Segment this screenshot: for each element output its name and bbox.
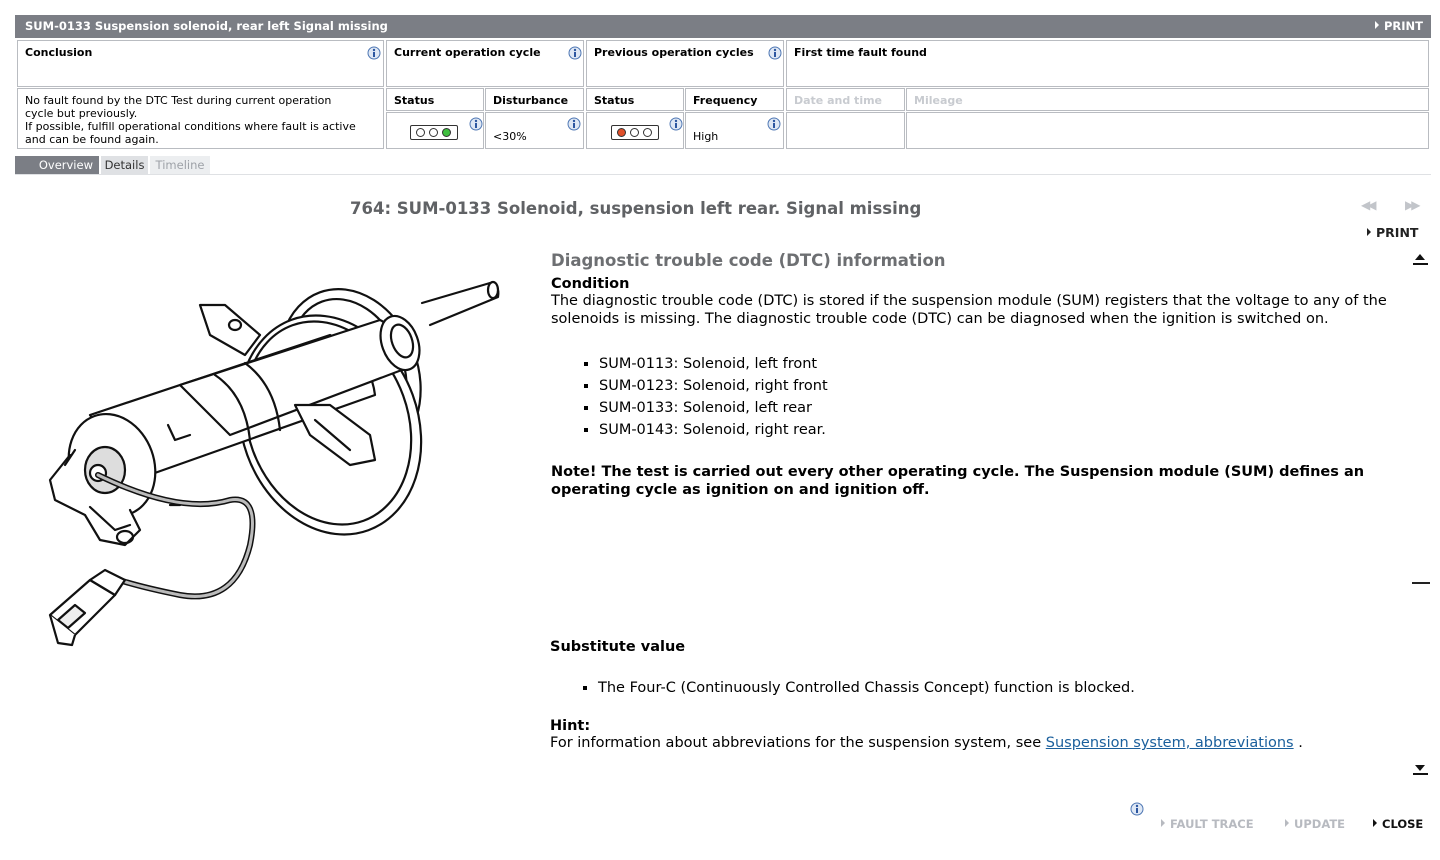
solenoid-list <box>551 353 1391 441</box>
mileage-header <box>906 88 1429 111</box>
abbreviations-link[interactable]: Suspension system, abbreviations <box>1045 735 1294 751</box>
info-icon[interactable] <box>567 117 581 131</box>
status-label: Status <box>394 94 435 107</box>
conclusion-line: and can be found again. <box>25 133 159 146</box>
info-icon[interactable] <box>669 117 683 131</box>
note-text: Note! The test is carried out every other operating cycle. The Suspension module (SUM) defines an operating cycle as ignition on and ignition off. <box>551 464 1365 498</box>
frequency-label: Frequency <box>693 94 758 107</box>
date-time-header <box>786 88 905 111</box>
first-fault-cell <box>786 40 1429 87</box>
conclusion-text <box>25 94 356 146</box>
dtc-content <box>551 251 1391 752</box>
conclusion-cell <box>17 40 384 87</box>
substitute-heading: Substitute value <box>550 639 686 655</box>
update-button[interactable] <box>1285 817 1345 831</box>
section-title: Diagnostic trouble code (DTC) information <box>551 251 946 270</box>
print-label: PRINT <box>1376 225 1419 240</box>
list-item: ▪ The Four-C (Continuously Controlled Chassis Concept) function is blocked. <box>598 677 1391 699</box>
condition-text: The diagnostic trouble code (DTC) is stored if the suspension module (SUM) registers that the voltage to any of the solenoids is missing. The diagnostic trouble code (DTC) can be diagnosed when the ignition is switched on. <box>551 293 1387 327</box>
info-icon[interactable] <box>469 117 483 131</box>
previous-status-cell <box>586 112 684 149</box>
current-status-indicator <box>410 125 458 140</box>
print-label: PRINT <box>1383 19 1423 33</box>
disturbance-value: <30% <box>493 130 527 143</box>
scroll-position-marker[interactable] <box>1412 582 1430 584</box>
arrow-icon <box>1285 819 1289 827</box>
tab-overview[interactable]: Overview <box>15 156 99 174</box>
disturbance-header <box>485 88 584 111</box>
date-time-label: Date and time <box>794 94 883 107</box>
current-cycle-cell <box>386 40 584 87</box>
info-icon[interactable] <box>367 46 381 60</box>
current-status-header <box>386 88 484 111</box>
scroll-down-icon[interactable] <box>1412 763 1428 777</box>
list-item: ▪ SUM-0113: Solenoid, left front <box>599 353 1391 375</box>
arrow-icon <box>1161 819 1165 827</box>
status-light <box>643 128 652 137</box>
conclusion-line: If possible, fulfill operational conditions where fault is active <box>25 120 356 133</box>
status-label: Status <box>594 94 635 107</box>
next-document-icon[interactable]: ▶▶ <box>1405 198 1418 212</box>
status-light <box>429 128 438 137</box>
condition-heading: Condition <box>551 276 630 292</box>
disturbance-cell <box>485 112 584 149</box>
info-icon[interactable] <box>768 46 782 60</box>
previous-cycles-cell <box>586 40 784 87</box>
status-light <box>442 128 451 137</box>
arrow-icon <box>1373 819 1377 827</box>
hint-heading: Hint: <box>550 718 591 734</box>
scroll-up-icon[interactable] <box>1412 252 1428 266</box>
list-item: ▪ SUM-0123: Solenoid, right front <box>599 375 1391 397</box>
previous-status-header <box>586 88 684 111</box>
close-label: CLOSE <box>1382 817 1424 831</box>
frequency-value: High <box>693 130 719 143</box>
previous-cycles-label: Previous operation cycles <box>594 46 754 59</box>
disturbance-label: Disturbance <box>493 94 569 107</box>
previous-document-icon[interactable]: ◀◀ <box>1361 198 1374 212</box>
dtc-title: SUM-0133 Suspension solenoid, rear left Signal missing <box>25 19 388 33</box>
update-label: UPDATE <box>1294 817 1346 831</box>
info-icon[interactable] <box>568 46 582 60</box>
status-light <box>617 128 626 137</box>
frequency-header <box>685 88 784 111</box>
hint-text <box>550 734 1391 752</box>
info-icon[interactable] <box>1130 802 1144 816</box>
dtc-title-bar <box>15 15 1431 38</box>
date-time-cell <box>786 112 905 149</box>
print-arrow-icon <box>1375 21 1379 29</box>
list-item: ▪ SUM-0143: Solenoid, right rear. <box>599 419 1391 441</box>
mileage-cell <box>906 112 1429 149</box>
status-light <box>416 128 425 137</box>
current-status-cell <box>386 112 484 149</box>
print-button-header[interactable] <box>1375 15 1423 38</box>
close-button[interactable] <box>1373 817 1423 831</box>
hint-end: . <box>1298 735 1303 751</box>
current-cycle-label: Current operation cycle <box>394 46 541 59</box>
suspension-solenoid-illustration <box>30 275 510 655</box>
frequency-cell <box>685 112 784 149</box>
print-arrow-icon <box>1367 228 1371 236</box>
fault-trace-button[interactable] <box>1161 817 1254 831</box>
fault-trace-label: FAULT TRACE <box>1170 817 1254 831</box>
conclusion-label: Conclusion <box>25 46 93 59</box>
dtc-window <box>15 15 1431 838</box>
list-item: ▪ SUM-0133: Solenoid, left rear <box>599 397 1391 419</box>
status-light <box>630 128 639 137</box>
info-icon[interactable] <box>767 117 781 131</box>
hint-text-label: For information about abbreviations for the suspension system, see <box>550 735 1042 751</box>
document-title: 764: SUM-0133 Solenoid, suspension left rear. Signal missing <box>350 199 922 218</box>
tab-divider <box>15 174 1431 175</box>
mileage-label: Mileage <box>914 94 963 107</box>
previous-status-indicator <box>611 125 659 140</box>
conclusion-line: cycle but previously. <box>25 107 138 120</box>
tab-details[interactable]: Details <box>101 156 148 174</box>
conclusion-line: No fault found by the DTC Test during current operation <box>25 94 332 107</box>
conclusion-text-cell <box>17 88 384 149</box>
tab-timeline[interactable]: Timeline <box>150 156 210 174</box>
first-fault-label: First time fault found <box>794 46 927 59</box>
print-button-document[interactable] <box>1367 225 1418 240</box>
substitute-list <box>550 677 1391 699</box>
